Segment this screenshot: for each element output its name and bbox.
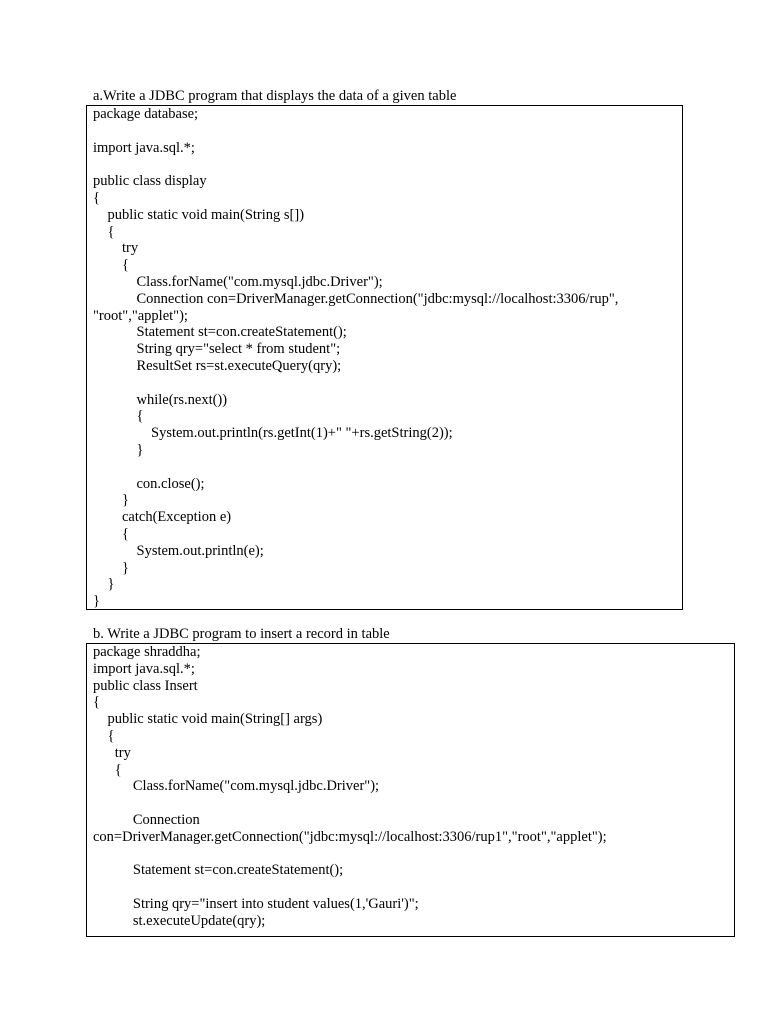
code-line: con=DriverManager.getConnection("jdbc:mysql://localhost:3306/rup1","root","applet");	[93, 828, 607, 845]
code-line: Class.forName("com.mysql.jdbc.Driver");	[93, 273, 383, 290]
code-line: {	[93, 223, 115, 240]
code-line: public class display	[93, 173, 207, 190]
code-line: System.out.println(rs.getInt(1)+" "+rs.getString(2));	[93, 425, 453, 442]
section-b-code-box	[86, 643, 735, 937]
section-a-code-box	[86, 105, 683, 610]
code-line: }	[93, 492, 129, 509]
code-line: Connection con=DriverManager.getConnection("jdbc:mysql://localhost:3306/rup",	[93, 290, 619, 307]
code-line: public static void main(String s[])	[93, 206, 305, 223]
code-line: try	[93, 240, 139, 257]
code-line: while(rs.next())	[93, 391, 228, 408]
code-line: String qry="insert into student values(1,'Gauri')";	[93, 895, 419, 912]
code-line	[93, 795, 607, 812]
code-line: {	[93, 525, 129, 542]
code-line: Connection	[93, 811, 200, 828]
code-line: {	[93, 694, 100, 711]
code-line: package shraddha;	[93, 644, 201, 660]
code-line: }	[93, 559, 129, 576]
code-line: import java.sql.*;	[93, 660, 195, 677]
code-line: Statement st=con.createStatement();	[93, 324, 347, 341]
section-a-code	[93, 106, 618, 610]
code-line: {	[93, 408, 144, 425]
code-line: {	[93, 189, 100, 206]
code-line	[93, 459, 618, 476]
code-line: }	[93, 576, 115, 593]
code-line: ResultSet rs=st.executeQuery(qry);	[93, 357, 342, 374]
code-line: package database;	[93, 106, 199, 122]
code-line: System.out.println(e);	[93, 542, 264, 559]
code-line	[93, 846, 607, 863]
code-line: String qry="select * from student";	[93, 341, 341, 358]
code-line: }	[93, 441, 144, 458]
code-line: {	[93, 761, 122, 778]
section-b-heading: b. Write a JDBC program to insert a record in table	[93, 626, 390, 642]
code-line	[93, 375, 618, 392]
section-a-heading: a.Write a JDBC program that displays the data of a given table	[93, 88, 457, 104]
code-line: {	[93, 257, 129, 274]
code-line: public class Insert	[93, 677, 198, 694]
code-line	[93, 879, 607, 896]
code-line: import java.sql.*;	[93, 139, 195, 156]
code-line: st.executeUpdate(qry);	[93, 912, 266, 929]
code-line: Statement st=con.createStatement();	[93, 862, 344, 879]
section-b-code	[93, 644, 607, 930]
code-line: public static void main(String[] args)	[93, 711, 323, 728]
code-line: }	[93, 593, 100, 610]
code-line: try	[93, 744, 131, 761]
code-line	[93, 123, 618, 140]
code-line	[93, 156, 618, 173]
code-line: catch(Exception e)	[93, 509, 232, 526]
code-line: {	[93, 727, 115, 744]
code-line: "root","applet");	[93, 307, 188, 324]
code-line: Class.forName("com.mysql.jdbc.Driver");	[93, 778, 380, 795]
code-line: con.close();	[93, 475, 205, 492]
